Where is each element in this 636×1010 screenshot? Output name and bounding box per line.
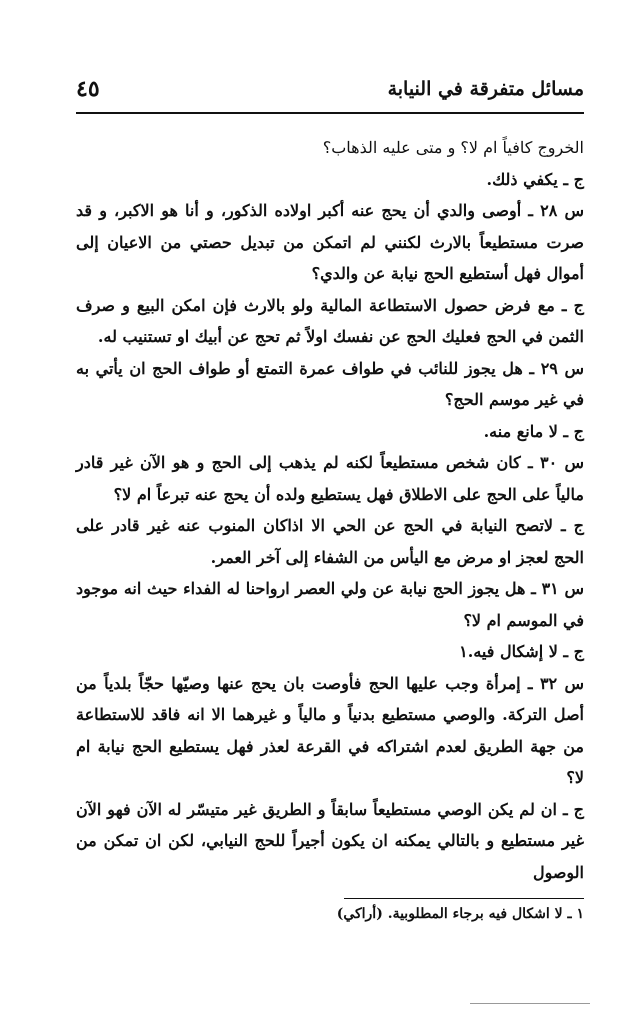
paragraph-continuation: الخروج كافياً ام لا؟ و متى عليه الذهاب؟ [322,138,584,157]
chapter-title: مسائل متفرقة في النيابة [387,78,584,100]
footnote-divider [344,898,584,899]
question-28: س ٢٨ ـ أوصى والدي أن يحج عنه أكبر اولاده الذكور، و أنا هو الاكبر، و قد صرت مستطيعاً بالارث لكنني لم اتمكن من تبديل حصتي من الاعيان إلى أموال فهل أستطيع الحج نيابة عن والدي؟ [76,201,585,283]
answer-29: ج ـ لا مانع منه. [483,421,584,441]
header-divider [76,112,584,114]
answer-30: ج ـ لاتصح النيابة في الحج عن الحي الا اذاكان المنوب عنه غير قادر على الحج لعجز او مرض مع اليأس من الشفاء إلى آخر العمر. [76,516,584,567]
question-31: س ٣١ ـ هل يجوز الحج نيابة عن ولي العصر ارواحنا له الفداء حيث انه موجود في الموسم ام لا؟ [76,579,584,630]
running-header [76,78,584,110]
answer-28: ج ـ مع فرض حصول الاستطاعة المالية ولو بالارث فإن امكن البيع و صرف الثمن في الحج فعليك الحج عن نفسك اولاً ثم تحج عن أبيك او تستنيب له. [76,295,584,346]
answer-31: ج ـ لا إشكال فيه.١ [459,642,584,661]
footnote: ١ ـ لا اشكال فيه برجاء المطلوبية. (أراكي) [336,906,584,922]
question-30: س ٣٠ ـ كان شخص مستطيعاً لكنه لم يذهب إلى الحج و هو الآن غير قادر مالياً على الحج على الاطلاق فهل يستطيع ولده أن يحج عنه تبرعاً ام لا؟ [76,453,584,504]
answer-27: ج ـ يكفي ذلك. [486,169,584,189]
page-number: ٤٥ [76,76,100,102]
answer-32: ج ـ ان لم يكن الوصي مستطيعاً سابقاً و الطريق غير متيسّر له الآن فهو الآن غير مستطيع و بالتالي يمكنه ان يكون أجيراً للحج النيابي، لكن ان تمكن من الوصول [76,799,585,882]
question-29: س ٢٩ ـ هل يجوز للنائب في طواف عمرة التمتع أو طواف الحج ان يأتي به في غير موسم الحج؟ [76,358,585,409]
bottom-edge-line [470,1003,590,1004]
main-text [76,132,584,888]
question-32: س ٣٢ ـ إمرأة وجب عليها الحج فأوصت بان يحج عنها وصيّها حجّاً بلدياً من أصل التركة. والوصي مستطيع بدنياً و مالياً و غيرهما الا انه فاقد للاستطاعة من جهة الطريق لعدم اشتراكه في القرعة لعذر فهل يستطيع الحج نيابة ام لا؟ [76,673,584,787]
